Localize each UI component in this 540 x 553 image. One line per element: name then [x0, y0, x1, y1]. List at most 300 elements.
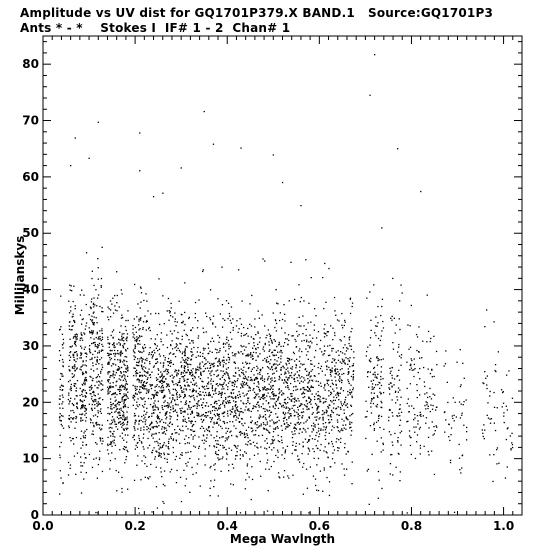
data-point	[80, 388, 81, 389]
data-point	[190, 429, 191, 430]
data-point	[132, 325, 133, 326]
data-point	[288, 340, 289, 341]
data-point	[228, 340, 229, 341]
data-point	[336, 414, 337, 415]
data-point	[241, 411, 242, 412]
data-point	[247, 393, 248, 394]
data-point	[163, 503, 164, 504]
data-point	[226, 339, 227, 340]
data-point	[191, 423, 192, 424]
data-point	[206, 441, 207, 442]
data-point	[309, 418, 310, 419]
data-point	[262, 360, 263, 361]
data-point	[395, 392, 396, 393]
data-point	[283, 346, 284, 347]
data-point	[125, 320, 126, 321]
data-point	[73, 337, 74, 338]
data-point	[369, 95, 370, 96]
data-point	[409, 405, 410, 406]
data-point	[311, 425, 312, 426]
data-point	[288, 410, 289, 411]
data-point	[234, 386, 235, 387]
data-point	[83, 389, 84, 390]
data-point	[231, 306, 232, 307]
data-point	[252, 356, 253, 357]
data-point	[284, 332, 285, 333]
data-point	[135, 393, 136, 394]
data-point	[420, 427, 421, 428]
data-point	[59, 420, 60, 421]
data-point	[376, 422, 377, 423]
data-point	[107, 307, 108, 308]
data-point	[137, 455, 138, 456]
data-point	[347, 403, 348, 404]
data-point	[167, 369, 168, 370]
data-point	[241, 385, 242, 386]
data-point	[353, 351, 354, 352]
data-point	[216, 443, 217, 444]
data-point	[141, 380, 142, 381]
data-point	[158, 456, 159, 457]
data-point	[82, 364, 83, 365]
data-point	[320, 396, 321, 397]
data-point	[137, 378, 138, 379]
data-point	[252, 430, 253, 431]
data-point	[399, 390, 400, 391]
data-point	[115, 411, 116, 412]
data-point	[264, 448, 265, 449]
data-point	[258, 311, 259, 312]
data-point	[172, 316, 173, 317]
data-point	[98, 345, 99, 346]
data-point	[265, 387, 266, 388]
data-point	[157, 415, 158, 416]
data-point	[277, 426, 278, 427]
data-point	[109, 343, 110, 344]
data-point	[99, 376, 100, 377]
data-point	[111, 423, 112, 424]
data-point	[85, 325, 86, 326]
data-point	[340, 393, 341, 394]
data-point	[70, 306, 71, 307]
data-point	[123, 440, 124, 441]
data-point	[220, 365, 221, 366]
data-point	[324, 333, 325, 334]
data-point	[147, 438, 148, 439]
data-point	[271, 466, 272, 467]
data-point	[70, 421, 71, 422]
data-point	[126, 418, 127, 419]
data-point	[258, 405, 259, 406]
data-point	[342, 327, 343, 328]
data-point	[344, 336, 345, 337]
data-point	[235, 401, 236, 402]
data-point	[252, 359, 253, 360]
data-point	[62, 401, 63, 402]
data-point	[412, 370, 413, 371]
data-point	[180, 477, 181, 478]
data-point	[318, 367, 319, 368]
data-point	[125, 447, 126, 448]
data-point	[192, 378, 193, 379]
data-point	[114, 345, 115, 346]
data-point	[231, 339, 232, 340]
data-point	[260, 461, 261, 462]
data-point	[202, 421, 203, 422]
data-point	[192, 340, 193, 341]
data-point	[312, 448, 313, 449]
data-point	[184, 351, 185, 352]
data-point	[284, 423, 285, 424]
data-point	[182, 408, 183, 409]
data-point	[424, 405, 425, 406]
data-point	[85, 397, 86, 398]
data-point	[318, 412, 319, 413]
data-point	[111, 365, 112, 366]
data-point	[203, 387, 204, 388]
data-point	[172, 424, 173, 425]
data-point	[270, 398, 271, 399]
data-point	[245, 488, 246, 489]
data-point	[266, 389, 267, 390]
data-point	[223, 371, 224, 372]
data-point	[122, 411, 123, 412]
data-point	[139, 440, 140, 441]
data-point	[111, 427, 112, 428]
data-point	[152, 450, 153, 451]
data-point	[139, 358, 140, 359]
data-point	[172, 382, 173, 383]
data-point	[101, 380, 102, 381]
data-point	[89, 404, 90, 405]
data-point	[93, 312, 94, 313]
data-point	[82, 442, 83, 443]
data-point	[351, 349, 352, 350]
data-point	[144, 411, 145, 412]
data-point	[107, 379, 108, 380]
data-point	[128, 320, 129, 321]
data-point	[320, 430, 321, 431]
data-point	[134, 439, 135, 440]
data-point	[267, 388, 268, 389]
data-point	[374, 387, 375, 388]
data-point	[338, 320, 339, 321]
data-point	[62, 389, 63, 390]
data-point	[217, 413, 218, 414]
data-point	[145, 359, 146, 360]
data-point	[327, 380, 328, 381]
data-point	[96, 322, 97, 323]
data-point	[126, 372, 127, 373]
data-point	[123, 347, 124, 348]
data-point	[153, 403, 154, 404]
data-point	[316, 405, 317, 406]
data-point	[185, 404, 186, 405]
data-point	[413, 369, 414, 370]
data-point	[399, 380, 400, 381]
data-point	[118, 342, 119, 343]
data-point	[102, 384, 103, 385]
data-point	[210, 495, 211, 496]
data-point	[163, 355, 164, 356]
data-point	[124, 365, 125, 366]
data-point	[139, 375, 140, 376]
data-point	[113, 419, 114, 420]
data-point	[281, 405, 282, 406]
data-point	[179, 443, 180, 444]
data-point	[286, 364, 287, 365]
data-point	[217, 440, 218, 441]
data-point	[460, 386, 461, 387]
data-point	[391, 386, 392, 387]
data-point	[288, 334, 289, 335]
data-point	[93, 304, 94, 305]
data-point	[61, 415, 62, 416]
data-point	[326, 451, 327, 452]
data-point	[138, 329, 139, 330]
data-point	[433, 426, 434, 427]
data-point	[225, 363, 226, 364]
data-point	[185, 443, 186, 444]
data-point	[156, 467, 157, 468]
data-point	[284, 399, 285, 400]
data-point	[420, 453, 421, 454]
data-point	[380, 315, 381, 316]
data-point	[311, 431, 312, 432]
data-point	[368, 469, 369, 470]
data-point	[230, 332, 231, 333]
data-point	[174, 399, 175, 400]
data-point	[366, 351, 367, 352]
data-point	[185, 435, 186, 436]
data-point	[196, 385, 197, 386]
data-point	[117, 369, 118, 370]
data-point	[147, 371, 148, 372]
data-point	[203, 443, 204, 444]
data-point	[122, 361, 123, 362]
data-point	[97, 410, 98, 411]
data-point	[205, 412, 206, 413]
data-point	[253, 342, 254, 343]
data-point	[382, 321, 383, 322]
data-point	[290, 375, 291, 376]
data-point	[152, 357, 153, 358]
data-point	[116, 424, 117, 425]
data-point	[368, 387, 369, 388]
data-point	[325, 333, 326, 334]
data-point	[497, 447, 498, 448]
data-point	[74, 428, 75, 429]
data-point	[227, 415, 228, 416]
data-point	[280, 403, 281, 404]
data-point	[299, 325, 300, 326]
data-point	[171, 402, 172, 403]
data-point	[291, 372, 292, 373]
data-point	[210, 375, 211, 376]
data-point	[276, 323, 277, 324]
data-point	[323, 328, 324, 329]
data-point	[303, 446, 304, 447]
data-point	[325, 432, 326, 433]
data-point	[218, 408, 219, 409]
data-point	[274, 423, 275, 424]
data-point	[397, 441, 398, 442]
data-point	[402, 292, 403, 293]
data-point	[370, 372, 371, 373]
data-point	[110, 460, 111, 461]
data-point	[121, 293, 122, 294]
data-point	[238, 351, 239, 352]
data-point	[193, 446, 194, 447]
data-point	[124, 430, 125, 431]
data-point	[299, 367, 300, 368]
data-point	[377, 404, 378, 405]
data-point	[213, 394, 214, 395]
data-point	[252, 408, 253, 409]
data-point	[127, 310, 128, 311]
data-point	[252, 348, 253, 349]
data-point	[162, 447, 163, 448]
data-point	[268, 402, 269, 403]
data-point	[122, 345, 123, 346]
data-point	[287, 475, 288, 476]
data-point	[349, 392, 350, 393]
data-point	[381, 359, 382, 360]
data-point	[262, 387, 263, 388]
data-point	[179, 380, 180, 381]
data-point	[268, 376, 269, 377]
data-point	[273, 395, 274, 396]
data-point	[215, 393, 216, 394]
data-point	[373, 424, 374, 425]
data-point	[224, 320, 225, 321]
data-point	[230, 410, 231, 411]
data-point	[425, 408, 426, 409]
data-point	[234, 376, 235, 377]
data-point	[143, 415, 144, 416]
data-point	[176, 482, 177, 483]
data-point	[165, 433, 166, 434]
data-point	[80, 338, 81, 339]
data-point	[240, 458, 241, 459]
data-point	[232, 382, 233, 383]
data-point	[91, 420, 92, 421]
data-point	[204, 111, 205, 112]
data-point	[424, 393, 425, 394]
data-point	[97, 404, 98, 405]
data-point	[303, 408, 304, 409]
data-point	[295, 341, 296, 342]
data-point	[353, 379, 354, 380]
data-point	[444, 365, 445, 366]
data-point	[176, 343, 177, 344]
data-point	[224, 447, 225, 448]
data-point	[316, 490, 317, 491]
data-point	[296, 443, 297, 444]
data-point	[351, 430, 352, 431]
x-tick-label: 0.0	[32, 519, 54, 533]
data-point	[325, 374, 326, 375]
data-point	[118, 472, 119, 473]
data-point	[370, 403, 371, 404]
data-point	[314, 357, 315, 358]
data-point	[276, 303, 277, 304]
data-point	[192, 474, 193, 475]
data-point	[283, 413, 284, 414]
data-point	[280, 370, 281, 371]
data-point	[197, 351, 198, 352]
data-point	[308, 512, 309, 513]
data-point	[85, 390, 86, 391]
data-point	[82, 396, 83, 397]
data-point	[276, 360, 277, 361]
data-point	[121, 318, 122, 319]
data-point	[82, 373, 83, 374]
data-point	[283, 420, 284, 421]
data-point	[68, 395, 69, 396]
data-point	[152, 356, 153, 357]
data-point	[329, 433, 330, 434]
data-point	[347, 394, 348, 395]
data-point	[72, 367, 73, 368]
data-point	[156, 486, 157, 487]
data-point	[460, 349, 461, 350]
data-point	[310, 363, 311, 364]
data-point	[320, 340, 321, 341]
data-point	[149, 327, 150, 328]
data-point	[90, 422, 91, 423]
data-point	[249, 303, 250, 304]
data-point	[431, 398, 432, 399]
data-point	[133, 329, 134, 330]
data-point	[80, 456, 81, 457]
data-point	[228, 362, 229, 363]
data-points	[59, 54, 514, 514]
data-point	[303, 411, 304, 412]
data-point	[110, 402, 111, 403]
data-point	[94, 408, 95, 409]
data-point	[303, 300, 304, 301]
data-point	[110, 398, 111, 399]
data-point	[409, 369, 410, 370]
data-point	[400, 365, 401, 366]
data-point	[349, 360, 350, 361]
data-point	[349, 336, 350, 337]
data-point	[192, 390, 193, 391]
data-point	[168, 372, 169, 373]
data-point	[289, 425, 290, 426]
data-point	[351, 376, 352, 377]
data-point	[383, 358, 384, 359]
data-point	[286, 426, 287, 427]
data-point	[293, 352, 294, 353]
data-point	[167, 462, 168, 463]
data-point	[188, 418, 189, 419]
data-point	[59, 493, 60, 494]
data-point	[176, 394, 177, 395]
data-point	[176, 470, 177, 471]
data-point	[75, 337, 76, 338]
data-point	[339, 378, 340, 379]
data-point	[89, 327, 90, 328]
data-point	[273, 154, 274, 155]
data-point	[126, 381, 127, 382]
data-point	[427, 408, 428, 409]
data-point	[275, 341, 276, 342]
data-point	[445, 350, 446, 351]
data-point	[303, 364, 304, 365]
data-point	[92, 271, 93, 272]
